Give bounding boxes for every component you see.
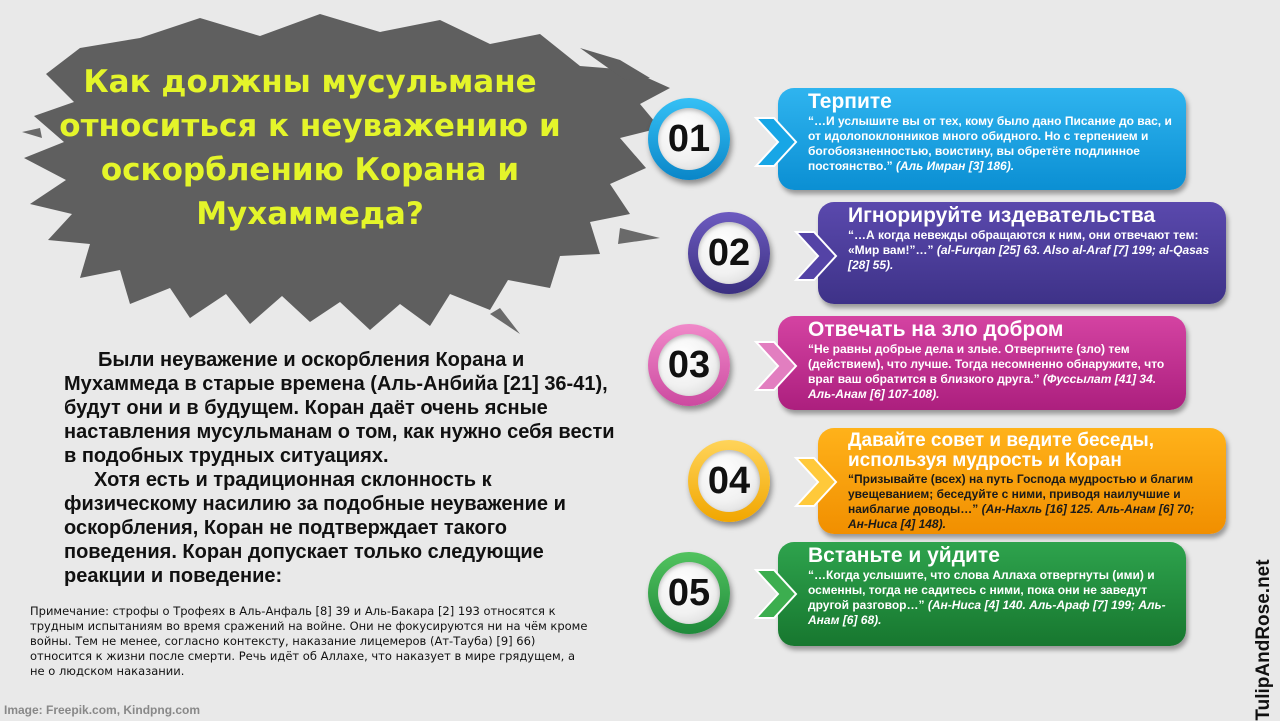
step-01-number: 01 — [658, 108, 720, 170]
step-03-number: 03 — [658, 334, 720, 396]
step-02-title: Игнорируйте издевательства — [848, 204, 1156, 227]
step-04-quote: “Призывайте (всех) на путь Господа мудростью и благим увещеванием; беседуйте с ними, приводя наилучшие и наиблагие доводы…” (Ан-Нахль [16] 125. Аль-Анам [6] 70; Ан-Ниса [4] 148). — [848, 472, 1195, 531]
watermark-text: TulipAndRose.net — [1253, 559, 1274, 721]
step-03-reference: (Фуссылат [41] 34. Аль-Анам [6] 107-108). — [808, 372, 1157, 401]
step-01-bar — [778, 88, 1186, 190]
step-05-title: Встаньте и уйдите — [808, 544, 1000, 567]
step-04-number: 04 — [698, 450, 760, 512]
step-05-bar — [778, 542, 1186, 646]
footnote: Примечание: строфы о Трофеях в Аль-Анфаль [8] 39 и Аль-Бакара [2] 193 относятся к трудным испытаниям во время сражений на войне. Они не фокусируются ни на чём кроме войны. Тем не менее, согласно контексту, наказание лицемеров (Ат-Тауба) [9] 66) относится к жизни после смерти. Речь идёт об Аллахе, что наказует в мире грядущем, а не о людском наказании. — [30, 604, 588, 678]
step-04-bar — [818, 428, 1226, 534]
step-02-quote: “…А когда невежды обращаются к ним, они отвечают тем: «Мир вам!”…” (al-Furqan [25] 63. Also al-Araf [7] 199; al-Qasas [28] 55). — [848, 228, 1210, 272]
step-05-badge — [648, 552, 730, 634]
step-01-badge — [648, 98, 730, 180]
intro-paragraph-2: Хотя есть и традиционная склонность к физическому насилию за подобные неуважение и оскорбления, Коран не подтверждает такого поведения. Коран допускает только следующие реакции и поведение: — [64, 469, 566, 587]
step-03-quote: “Не равны добрые дела и злые. Отвергните (зло) тем (действием), что лучше. Тогда несомненно обнаружите, что враг ваш обратится в близкого друга.” (Фуссылат [41] 34. Аль-Анам [6] 107-108). — [808, 342, 1165, 401]
step-05-chevron-icon — [752, 566, 800, 622]
step-03-chevron-icon — [752, 338, 800, 394]
step-05-reference: (Ан-Ниса [4] 140. Аль-Араф [7] 199; Аль-Анам [6] 68). — [808, 598, 1166, 627]
step-04-chevron-icon — [792, 454, 840, 510]
step-02-reference: (al-Furqan [25] 63. Also al-Araf [7] 199; al-Qasas [28] 55). — [848, 243, 1210, 272]
step-04-title: Давайте совет и ведите беседы, используя мудрость и Коран — [848, 430, 1155, 471]
step-01-reference: (Аль Имран [3] 186). — [896, 159, 1015, 173]
step-03-badge — [648, 324, 730, 406]
step-02-bar — [818, 202, 1226, 304]
step-03-title: Отвечать на зло добром — [808, 318, 1064, 341]
image-credit: Image: Freepik.com, Kindpng.com — [4, 703, 201, 717]
step-04-badge — [688, 440, 770, 522]
step-03-bar — [778, 316, 1186, 410]
watermark — [1244, 560, 1280, 720]
step-04-reference: (Ан-Нахль [16] 125. Аль-Анам [6] 70; Ан-Ниса [4] 148). — [848, 502, 1195, 531]
step-01-title: Терпите — [808, 90, 892, 113]
page-title: Как должны мусульмане относиться к неуважению и оскорблению Корана и Мухаммеда? — [59, 64, 561, 232]
step-01-chevron-icon — [752, 114, 800, 170]
step-05-number: 05 — [658, 562, 720, 624]
step-02-chevron-icon — [792, 228, 840, 284]
intro-paragraph-1: Были неуважение и оскорбления Корана и Мухаммеда в старые времена (Аль-Анбийа [21] 36-41), будут они и в будущем. Коран даёт очень ясные наставления мусульманам о том, как нужно себя вести в подобных трудных ситуациях. — [64, 349, 615, 467]
step-02-number: 02 — [698, 222, 760, 284]
step-02-badge — [688, 212, 770, 294]
step-01-quote: “…И услышите вы от тех, кому было дано Писание до вас, и от идолопоклонников много обидного. Но с терпением и богобоязненностью, воистину, вы обретёте подлинное постоянство.” (Аль Имран [3] 186). — [808, 114, 1172, 173]
intro-text — [64, 348, 624, 588]
step-05-quote: “…Когда услышите, что слова Аллаха отвергнуты (ими) и осменны, тогда не садитесь с ними, пока они не заведут другой разговор…” (Ан-Ниса [4] 140. Аль-Араф [7] 199; Аль-Анам [6] 68). — [808, 568, 1166, 627]
